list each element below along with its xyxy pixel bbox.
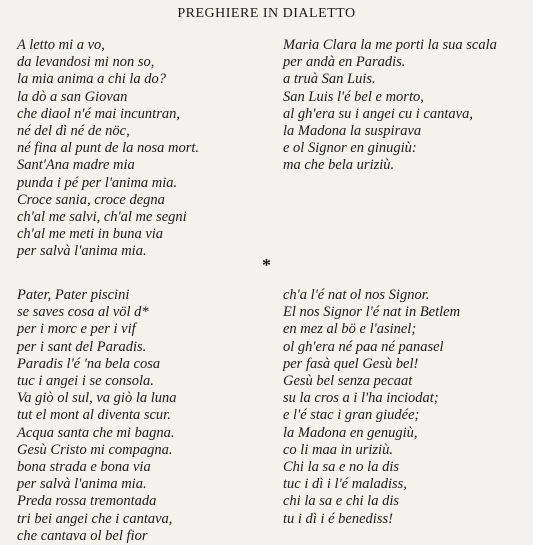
verse-line: Maria Clara la me porti la sua scala: [283, 37, 497, 53]
verse-line: e ol Signor en ginugiù:: [283, 140, 417, 157]
verse-line: chi la sa e chi la dis: [283, 493, 399, 510]
verse-line: tri bei angei che i cantava,: [17, 510, 173, 527]
verse-line: e l'é stac i gran giudée;: [283, 407, 420, 424]
verse-line: né del dì né de nöc,: [17, 123, 130, 140]
verse-line: co li maa in uriziù.: [283, 441, 393, 458]
verse-line: en mez al bö e l'asinel;: [283, 321, 417, 338]
verse-line: che cantava ol bel fior: [17, 527, 148, 544]
verse-line: Croce sania, croce degna: [17, 191, 165, 208]
verse-line: ch'al me salvi, ch'al me segni: [17, 209, 187, 226]
verse-line: ch'a l'é nat ol nos Signor.: [283, 287, 430, 303]
stanza-bottom-left: [17, 287, 177, 545]
verse-line: Pater, Pater piscini: [17, 287, 130, 303]
section-separator: *: [262, 255, 271, 275]
verse-line: Preda rossa tremontada: [17, 493, 157, 510]
verse-line: né fina al punt de la nosa mort.: [17, 140, 200, 157]
verse-line: Gesù Cristo mi compagna.: [17, 441, 173, 458]
page-title: PREGHIERE IN DIALETTO: [177, 6, 356, 21]
verse-line: bona strada e bona via: [17, 459, 151, 476]
verse-line: ch'al me meti in buna via: [17, 226, 164, 243]
verse-line: ma che bela uriziù.: [283, 157, 395, 174]
verse-line: Acqua santa che mi bagna.: [17, 424, 175, 441]
verse-line: per andà en Paradis.: [283, 54, 406, 71]
verse-line: la mia anima a chi la do?: [17, 71, 167, 88]
verse-line: ol gh'era né paa né panasel: [283, 338, 444, 355]
verse-line: punda i pé per l'anima mia.: [17, 174, 178, 191]
verse-line: la dò a san Giovan: [17, 88, 128, 105]
stanza-bottom-right: [283, 287, 460, 528]
verse-line: Paradis l'é 'na bela cosa: [17, 355, 161, 372]
stanza-top-right: [283, 37, 497, 175]
verse-line: al gh'era su i angei cu i cantava,: [283, 105, 473, 122]
verse-line: per salvà l'anima mia.: [17, 476, 147, 493]
verse-line: tuc i angei i se consola.: [17, 373, 154, 390]
verse-line: per fasà quel Gesù bel!: [283, 355, 419, 372]
verse-line: Chi la sa e no la dis: [283, 459, 400, 476]
verse-line: che diaol n'é mai incuntran,: [17, 105, 180, 122]
verse-line: la Madona la suspirava: [283, 123, 422, 140]
verse-line: a truà San Luis.: [283, 71, 376, 88]
verse-line: per i morc e per i vif: [17, 321, 136, 338]
verse-line: Sant'Ana madre mia: [17, 157, 135, 174]
verse-line: El nos Signor l'é nat in Betlem: [283, 304, 461, 321]
verse-line: tut el mont al diventa scur.: [17, 407, 171, 424]
stanza-top-left: [17, 37, 199, 261]
verse-line: Va giò ol sul, va giò la luna: [17, 390, 177, 407]
verse-line: da levandosi mi non so,: [17, 54, 155, 71]
verse-line: Gesù bel senza pecaat: [283, 373, 413, 390]
verse-line: la Madona en genugiù,: [283, 424, 418, 441]
verse-line: tuc i dì i l'é maladiss,: [283, 476, 407, 493]
verse-line: tu i dì i é benediss!: [283, 510, 393, 527]
verse-line: per i sant del Paradis.: [17, 338, 147, 355]
verse-line: se saves cosa al völ d*: [17, 304, 149, 321]
verse-line: San Luis l'é bel e morto,: [283, 88, 424, 105]
verse-line: per salvà l'anima mia.: [17, 243, 147, 260]
verse-line: su la cros a i l'ha inciodat;: [283, 390, 439, 407]
verse-line: A letto mi a vo,: [17, 37, 105, 53]
